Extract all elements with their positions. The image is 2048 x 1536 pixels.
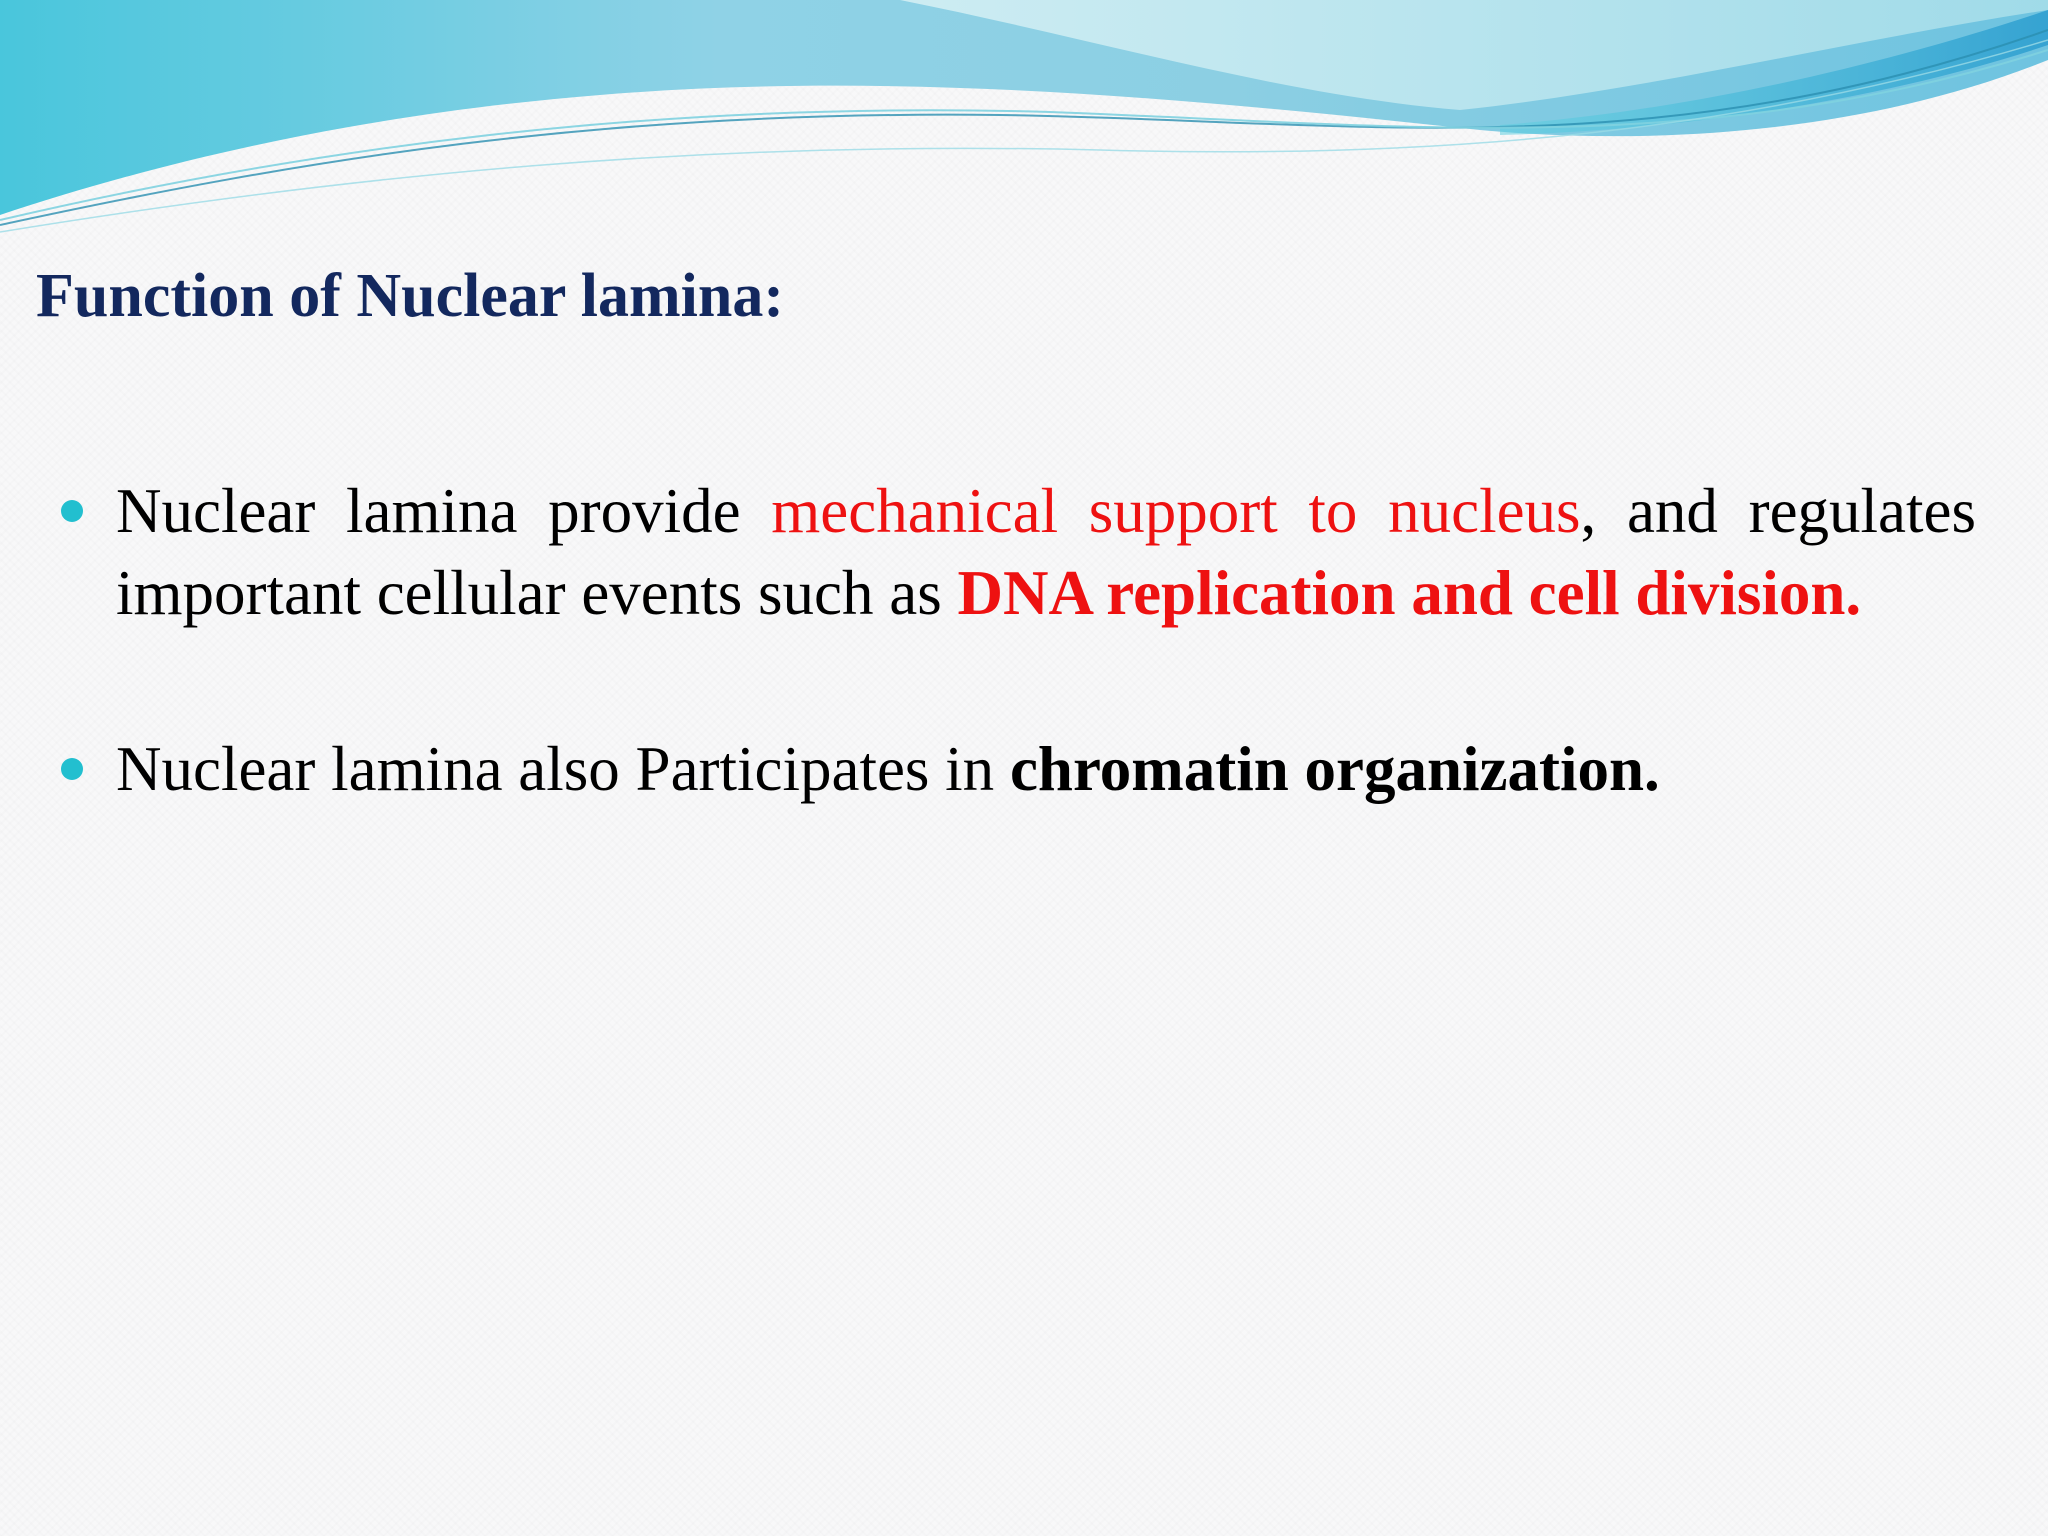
bullet-text [116, 476, 1976, 628]
bullet-text-normal: Nuclear lamina provide [116, 476, 772, 546]
bullet-item [56, 728, 1976, 810]
header-wave-decoration [0, 0, 2048, 240]
bullet-icon [61, 758, 83, 780]
bullet-text [116, 734, 1660, 804]
bullet-text-emphasis: chromatin organization. [1009, 734, 1660, 804]
bullet-text-emphasis: DNA replication and cell division. [957, 558, 1862, 628]
slide-title: Function of Nuclear lamina: [36, 262, 784, 330]
bullet-text-normal: , and regulates important cellular events such as [116, 476, 1976, 628]
bullet-text-highlight: mechanical support to nucleus [771, 476, 1581, 546]
bullet-icon [61, 500, 83, 522]
bullet-list [56, 470, 1976, 810]
bullet-item [56, 470, 1976, 634]
bullet-text-normal: Nuclear lamina also Participates in [116, 734, 1010, 804]
